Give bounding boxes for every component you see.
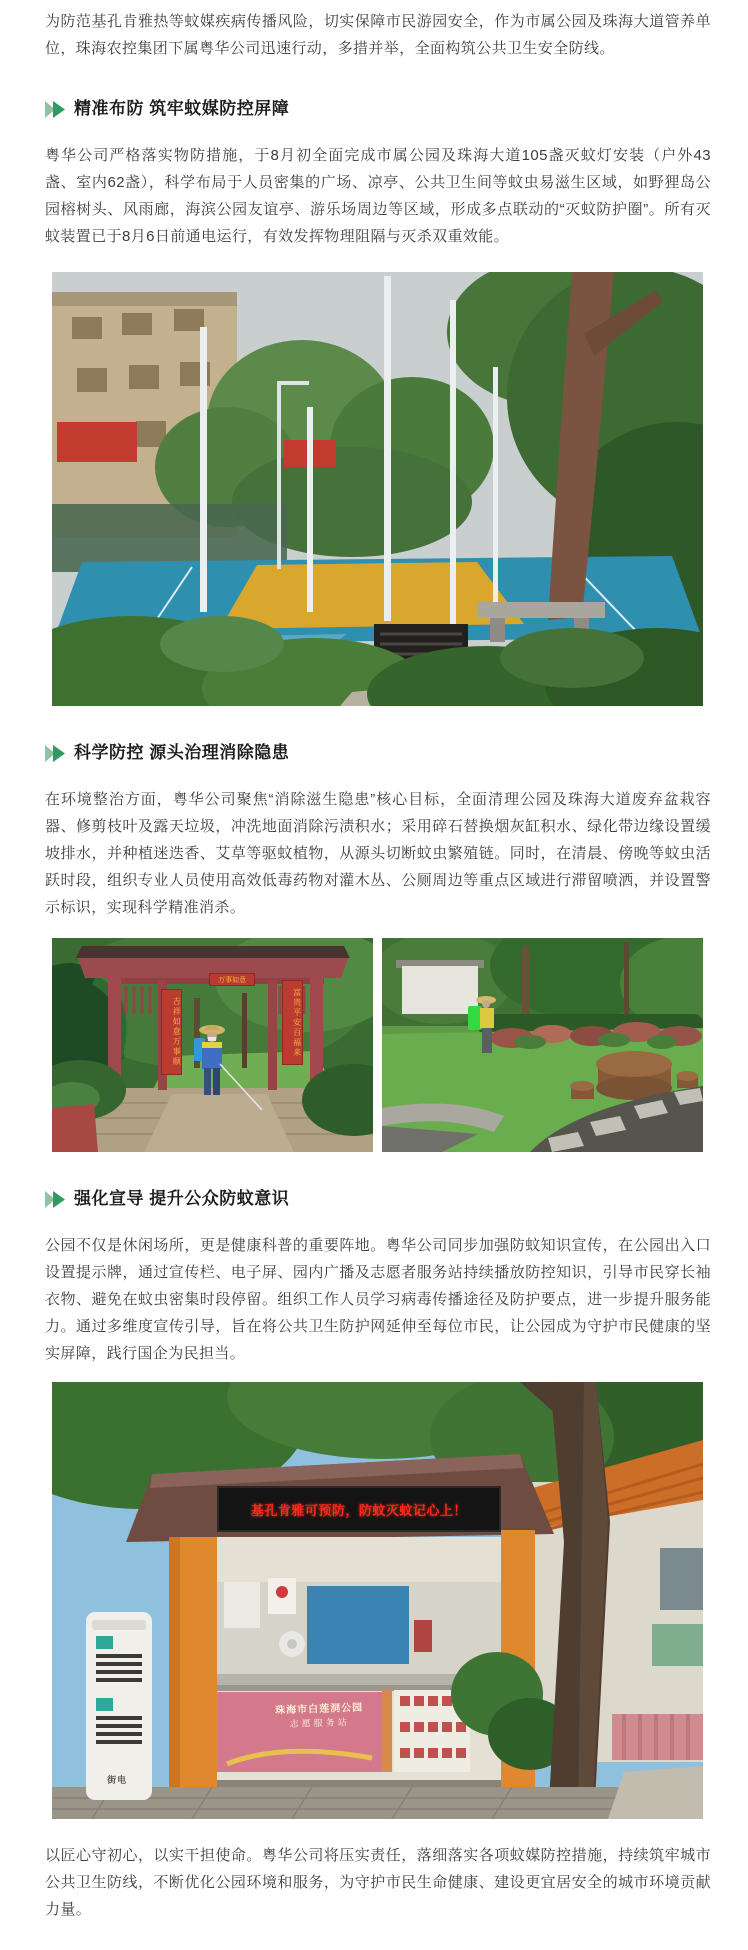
stone-bench <box>477 602 605 618</box>
red-planter <box>52 1104 98 1152</box>
pergola-lintel-banner: 万事如意 <box>209 973 255 986</box>
section-3-heading <box>45 1187 711 1211</box>
pergola-illustration <box>52 938 373 1152</box>
pergola-roof-tiles <box>76 946 350 958</box>
closing-paragraph: 以匠心守初心，以实干担使命。粤华公司将压实责任，落细落实各项蚊媒防控措施，持续筑牢城市公共卫生防线，不断优化公园环境和服务，为守护市民生命健康、建设更宜居安全的城市环境贡献力量。 <box>45 1847 711 1918</box>
photo-row <box>52 938 711 1152</box>
section-1-heading-text: 精准布防 筑牢蚊媒防控屏障 <box>74 99 290 118</box>
pergola-couplet-left: 吉祥如意万事顺 <box>161 989 182 1075</box>
photo-service-kiosk[interactable] <box>52 1382 703 1819</box>
garden-illustration <box>382 938 703 1152</box>
led-display <box>217 1486 501 1532</box>
powerbank-brand-logo: 街电 <box>107 1775 128 1786</box>
blue-notice-board <box>307 1586 409 1664</box>
banner-subtitle: 志愿服务站 <box>288 1717 350 1730</box>
intro-paragraph: 为防范基孔肯雅热等蚊媒疾病传播风险，切实保障市民游园安全，作为市属公园及珠海大道管养单位，珠海农控集团下属粤华公司迅速行动，多措并举，全面构筑公共卫生安全防线。 <box>45 13 711 57</box>
banner-title: 珠海市白莲洞公园 <box>274 1702 363 1717</box>
led-message-text: 基孔肯雅可预防，防蚊灭蚊记心上！ <box>250 1502 467 1518</box>
powerbank-cabinet <box>86 1612 152 1800</box>
photo-garden-spraying[interactable] <box>382 938 703 1152</box>
section-1-heading <box>45 97 711 121</box>
heart-sign <box>276 1586 288 1598</box>
section-2-body: 在环境整治方面，粤华公司聚焦“消除滋生隐患”核心目标，全面清理公园及珠海大道废弃盆栽容器、修剪枝叶及露天垃圾，冲洗地面消除污渍积水；采用碎石替换烟灰缸积水、绿化带边缘设置缓坡排水，并种植迷迭香、艾草等驱蚊植物，从源头切断蚊虫繁殖链。同时，在清晨、傍晚等蚊虫活跃时段，组织专业人员使用高效低毒药物对灌木丛、公厕周边等重点区域进行滞留喷洒，并设置警示标识，实现科学精准消杀。 <box>45 791 711 916</box>
section-2-heading-text: 科学防控 源头治理消除隐患 <box>74 743 290 762</box>
photo-pergola-spraying[interactable] <box>52 938 373 1152</box>
kiosk-illustration <box>52 1382 703 1819</box>
section-3-heading-text: 强化宣导 提升公众防蚊意识 <box>74 1189 290 1208</box>
service-counter <box>204 1674 466 1685</box>
section-1-body: 粤华公司严格落实物防措施，于8月初全面完成市属公园及珠海大道105盏灭蚊灯安装（户外43盏、室内62盏），科学布局于人员密集的广场、凉亭、公共卫生间等蚊虫易滋生区域，如野狸岛公园榕树头、风雨廊，海滨公园友谊亭、游乐场周边等区域，形成多点联动的“灭蚊防护圈”。所有灭蚊装置已于8月6日前通电运行，有效发挥物理阻隔与灭杀双重效能。 <box>45 147 711 245</box>
section-2-heading <box>45 741 711 765</box>
section-3-body: 公园不仅是休闲场所，更是健康科普的重要阵地。粤华公司同步加强防蚊知识宣传，在公园出入口设置提示牌，通过宣传栏、电子屏、园内广播及志愿者服务站持续播放防控知识，引导市民穿长袖衣物、避免在蚊虫密集时段停留。组织工作人员学习病毒传播途径及防护要点，进一步提升服务能力。通过多维度宣传引导，旨在将公共卫生防护网延伸至每位市民，让公园成为守护市民健康的坚实屏障，践行国企为民担当。 <box>45 1237 711 1362</box>
pergola-couplet-right: 富贵平安百福来 <box>282 980 303 1066</box>
double-chevron-icon <box>45 745 66 762</box>
double-chevron-icon <box>45 1191 66 1208</box>
park-court-illustration <box>52 272 703 706</box>
white-wall <box>402 966 478 1014</box>
red-banner-left <box>57 422 137 462</box>
photo-park-basketball-court[interactable] <box>52 272 703 706</box>
double-chevron-icon <box>45 101 66 118</box>
